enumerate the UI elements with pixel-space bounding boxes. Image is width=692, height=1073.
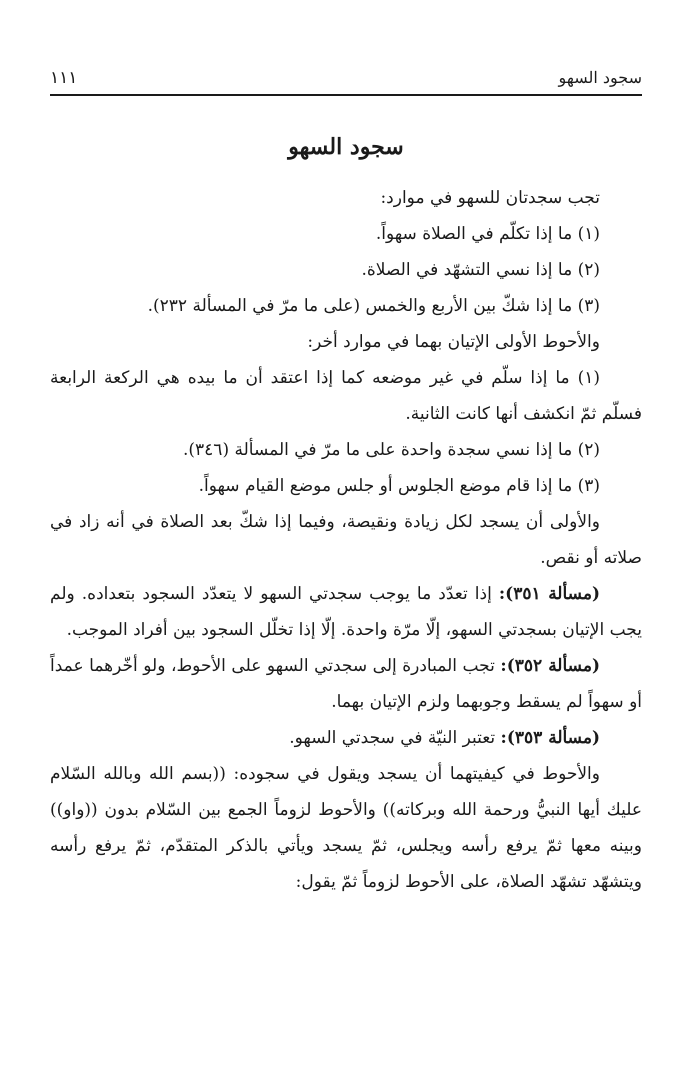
masalah-label: (مسألة ٣٥٣): [500,728,600,748]
list-item: (٣) ما إذا قام موضع الجلوس أو جلس موضع القيام سهواً. [198,476,600,496]
masalah-353 [50,720,642,756]
running-title: سجود السهو [558,68,642,87]
masalah-text: تعتبر النيّة في سجدتي السهو. [289,728,501,748]
page-header [50,66,642,96]
paragraph: والأولى أن يسجد لكل زيادة ونقيصة، وفيما إذا شكّ بعد الصلاة في أنه زاد في صلاته أو نقص. [50,512,642,568]
body-text [50,180,642,900]
masalah-352 [50,648,642,720]
paragraph: والأحوط الأولى الإتيان بهما في موارد أخر: [307,332,600,352]
masalah-text: إذا تعدّد ما يوجب سجدتي السهو لا يتعدّد السجود بتعداده. ولم يجب الإتيان بسجدتي السهو، إلّا مرّة واحدة. إلّا إذا تخلّل السجود بين أفراد الموجب. [50,584,642,640]
book-page [50,0,642,1073]
paragraph: تجب سجدتان للسهو في موارد: [380,188,600,208]
masalah-label: (مسألة ٣٥١): [498,584,600,604]
masalah-text: تجب المبادرة إلى سجدتي السهو على الأحوط، ولو أخّرهما عمداً أو سهواً لم يسقط وجوبهما ولزم الإتيان بهما. [50,656,642,712]
list-item: (٢) ما إذا نسي التشهّد في الصلاة. [361,260,600,280]
masalah-label: (مسألة ٣٥٢): [500,656,600,676]
chapter-title: سجود السهو [288,134,404,160]
list-item: (٣) ما إذا شكّ بين الأربع والخمس (على ما مرّ في المسألة ٢٣٢). [147,296,600,316]
list-item: (١) ما إذا سلّم في غير موضعه كما إذا اعتقد أن ما بيده هي الركعة الرابعة فسلّم ثمّ انكشف أنها كانت الثانية. [50,368,642,424]
paragraph: والأحوط في كيفيتهما أن يسجد ويقول في سجوده: ((بسم الله وبالله السّلام عليك أيها النبيُّ ورحمة الله وبركاته)) والأحوط لزوماً الجمع بين السّلام بدون ((واو)) وبينه معها ثمّ يرفع رأسه ويجلس، ثمّ يسجد ويأتي بالذكر المتقدّم، ثمّ يرفع رأسه ويتشهّد تشهّد الصلاة، على الأحوط لزوماً ثمّ يقول: [50,764,642,892]
list-item: (٢) ما إذا نسي سجدة واحدة على ما مرّ في المسألة (٣٤٦). [182,440,600,460]
page-number: ١١١ [50,68,78,88]
list-item: (١) ما إذا تكلّم في الصلاة سهواً. [375,224,600,244]
masalah-351 [50,576,642,648]
